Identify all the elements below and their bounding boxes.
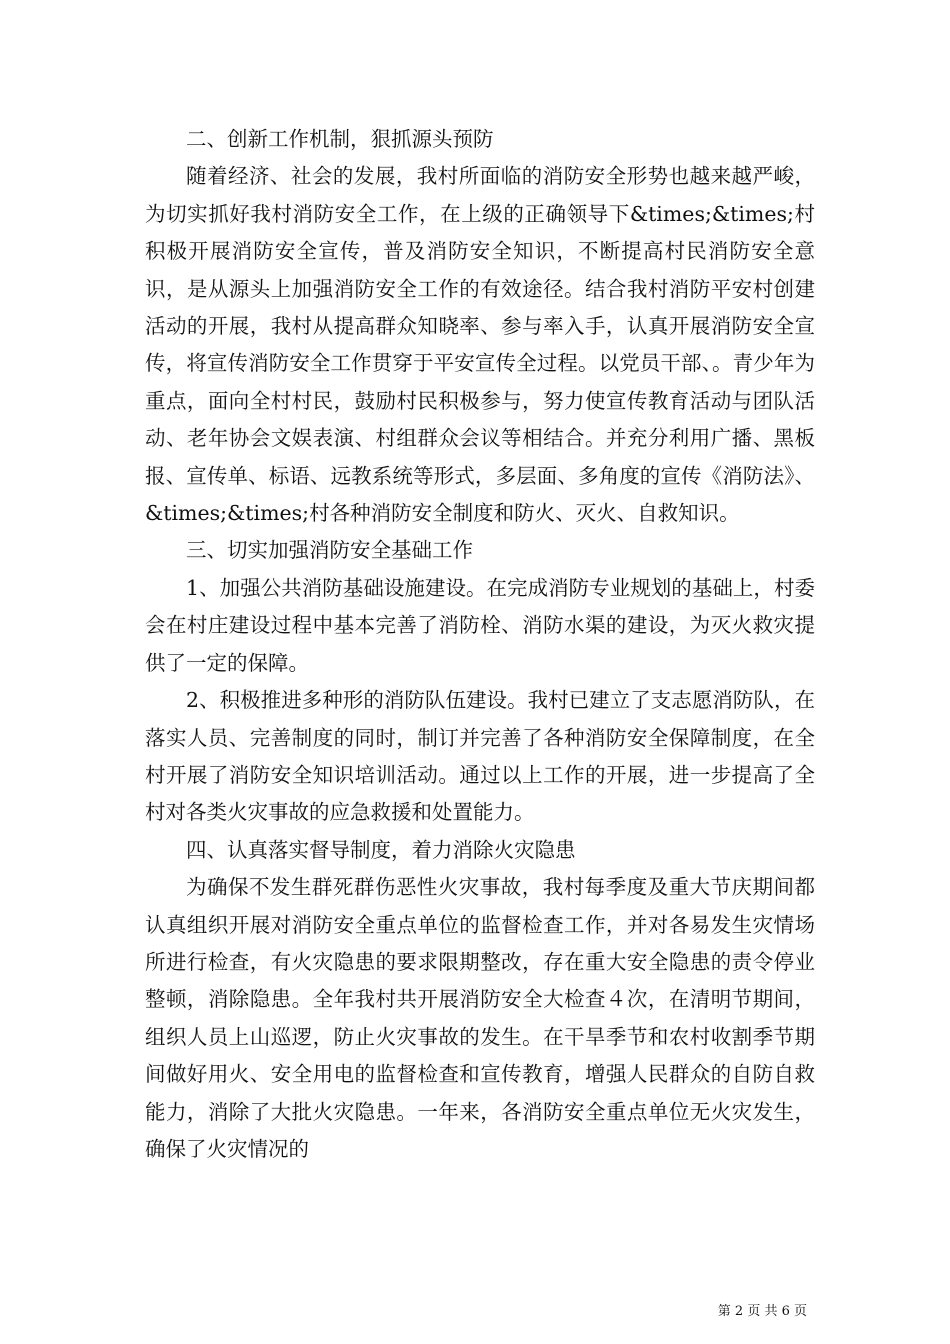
section-heading-2: 二、创新工作机制，狠抓源头预防 xyxy=(186,127,494,151)
section-heading-3: 三、切实加强消防安全基础工作 xyxy=(186,538,473,563)
document-body xyxy=(145,121,815,1168)
paragraph-inspection: 为确保不发生群死群伤恶性火灾事故，我村每季度及重大节庆期间都认真组织开展对消防安全重点单位的监督检查工作，并对各易发生灾情场所进行检查，有火灾隐患的要求限期整改，存在重大安全隐患的责令停业整顿，消除隐患。全年我村共开展消防安全大检查４次，在清明节期间，组织人员上山巡逻，防止火灾事故的发生。在干旱季节和农村收割季节期间做好用火、安全用电的监督检查和宣传教育，增强人民群众的自防自救能力，消除了大批火灾隐患。一年来，各消防安全重点单位无火灾发生，确保了火灾情况的 xyxy=(145,875,815,1161)
paragraph-fire-brigade: 2、积极推进多种形的消防队伍建设。我村已建立了支志愿消防队，在落实人员、完善制度的同时，制订并完善了各种消防安全保障制度，在全村开展了消防安全知识培训活动。通过以上工作的开展，进一步提高了全村对各类火灾事故的应急救援和处置能力。 xyxy=(145,688,815,825)
paragraph-publicity: 随着经济、社会的发展，我村所面临的消防安全形势也越来越严峻，为切实抓好我村消防安全工作，在上级的正确领导下&times;&times;村积极开展消防安全宣传，普及消防安全知识，不断提高村民消防安全意识，是从源头上加强消防安全工作的有效途径。结合我村消防平安村创建活动的开展，我村从提高群众知晓率、参与率入手，认真开展消防安全宣传，将宣传消防安全工作贯穿于平安宣传全过程。以党员干部、。青少年为重点，面向全村村民，鼓励村民积极参与，努力使宣传教育活动与团队活动、老年协会文娱表演、村组群众会议等相结合。并充分利用广播、黑板报、宣传单、标语、远教系统等形式，多层面、多角度的宣传《消防法》、&times;&times;村各种消防安全制度和防火、灭火、自救知识。 xyxy=(145,164,815,526)
section-heading-4: 四、认真落实督导制度，着力消除火灾隐患 xyxy=(186,837,576,862)
page-number-footer: 第 2 页 共 6 页 xyxy=(717,1304,807,1319)
paragraph-infrastructure: 1、加强公共消防基础设施建设。在完成消防专业规划的基础上，村委会在村庄建设过程中基本完善了消防栓、消防水渠的建设，为灭火救灾提供了一定的保障。 xyxy=(145,575,815,675)
